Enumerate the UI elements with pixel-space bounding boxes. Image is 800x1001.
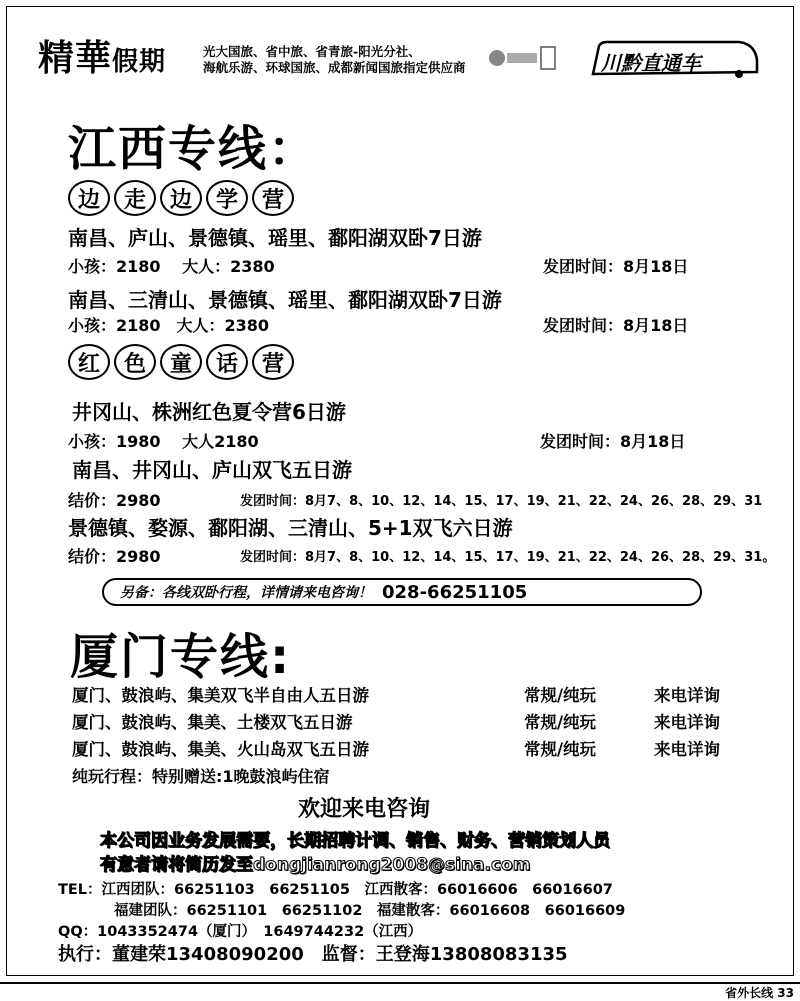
camp-char: 色: [114, 344, 156, 380]
inquiry-note: [102, 578, 702, 606]
qq-line: QQ：1043352474（厦门） 1649744232（江西）: [58, 924, 423, 940]
hiring-line-2: 有意者请将简历发至dongjianrong2008@sina.com: [100, 855, 531, 875]
route-price: 结价：2980: [68, 491, 161, 510]
camp-char: 边: [68, 180, 110, 216]
route-price: 小孩：2180 大人：2380: [68, 316, 270, 335]
camp-char: 营: [252, 344, 294, 380]
xiamen-route-type: 常规/纯玩: [524, 686, 597, 705]
bus-logo: [589, 38, 761, 80]
agency-line-2: 海航乐游、环球国旅、成都新闻国旅指定供应商: [203, 60, 466, 75]
xiamen-route-contact: 来电详询: [654, 740, 720, 759]
jiangxi-title: 江西专线：: [68, 121, 319, 177]
xiamen-route-type: 常规/纯玩: [524, 713, 597, 732]
route-price: 小孩：1980 大人2180: [68, 432, 259, 451]
welcome-text: 欢迎来电咨询: [298, 797, 431, 822]
logo: 精華假期: [38, 37, 167, 79]
route-dates: 发团时间：8月7、8、10、12、14、15、17、19、21、22、24、26、28、29、31。: [240, 550, 776, 565]
bus-brand-text: 川黔直通车: [601, 51, 701, 75]
camp-badge-red: [68, 344, 294, 380]
exec-line: 执行：董建荣13408090200 监督：王登海13808083135: [58, 944, 568, 965]
route-title: 南昌、井冈山、庐山双飞五日游: [72, 458, 352, 482]
xiamen-route-type: 常规/纯玩: [524, 740, 597, 759]
route-date: 发团时间：8月18日: [543, 316, 689, 335]
xiamen-route-name: 厦门、鼓浪屿、集美、火山岛双飞五日游: [72, 740, 369, 759]
camp-char: 红: [68, 344, 110, 380]
camp-char: 童: [160, 344, 202, 380]
xiamen-title: 厦门专线:: [70, 629, 292, 685]
camp-char: 话: [206, 344, 248, 380]
xiamen-route-name: 厦门、鼓浪屿、集美双飞半自由人五日游: [72, 686, 369, 705]
page-footer: [725, 984, 794, 1001]
note-text: 另备：各线双卧行程，详情请来电咨询！: [120, 585, 372, 601]
agency-line-1: 光大国旅、省中旅、省青旅-阳光分社、: [203, 44, 421, 59]
camp-char: 走: [114, 180, 156, 216]
route-title: 景德镇、婺源、鄱阳湖、三清山、5+1双飞六日游: [68, 516, 513, 540]
route-price: 结价：2980: [68, 547, 161, 566]
partner-emblem-icon: [487, 44, 559, 72]
route-date: 发团时间：8月18日: [543, 257, 689, 276]
hiring-line-1: 本公司因业务发展需要，长期招聘计调、销售、财务、营销策划人员: [100, 831, 610, 851]
note-phone: 028-66251105: [382, 581, 528, 603]
route-dates: 发团时间：8月7、8、10、12、14、15、17、19、21、22、24、26、28、29、31: [240, 494, 763, 509]
xiamen-route-contact: 来电详询: [654, 686, 720, 705]
xiamen-route-contact: 来电详询: [654, 713, 720, 732]
route-title: 南昌、三清山、景德镇、瑶里、鄱阳湖双卧7日游: [68, 288, 502, 312]
page-number: 33: [777, 986, 794, 1000]
camp-char: 边: [160, 180, 202, 216]
xiamen-route-name: 厦门、鼓浪屿、集美、土楼双飞五日游: [72, 713, 353, 732]
camp-char: 学: [206, 180, 248, 216]
footer-section: 省外长线: [725, 986, 774, 1000]
footer-rule: [0, 982, 800, 984]
route-title: 井冈山、株洲红色夏令营6日游: [72, 400, 346, 424]
route-title: 南昌、庐山、景德镇、瑶里、鄱阳湖双卧7日游: [68, 226, 482, 250]
route-date: 发团时间：8月18日: [540, 432, 686, 451]
route-price: 小孩：2180 大人：2380: [68, 257, 275, 276]
agency-list: [203, 44, 466, 76]
xiamen-bonus: 纯玩行程：特别赠送:1晚鼓浪屿住宿: [72, 767, 330, 786]
camp-char: 营: [252, 180, 294, 216]
camp-badge-study: [68, 180, 294, 216]
tel-line-1: TEL：江西团队：66251103 66251105 江西散客：66016606 66016607: [58, 882, 613, 898]
tel-line-2: 福建团队：66251101 66251102 福建散客：66016608 66016609: [114, 903, 626, 919]
